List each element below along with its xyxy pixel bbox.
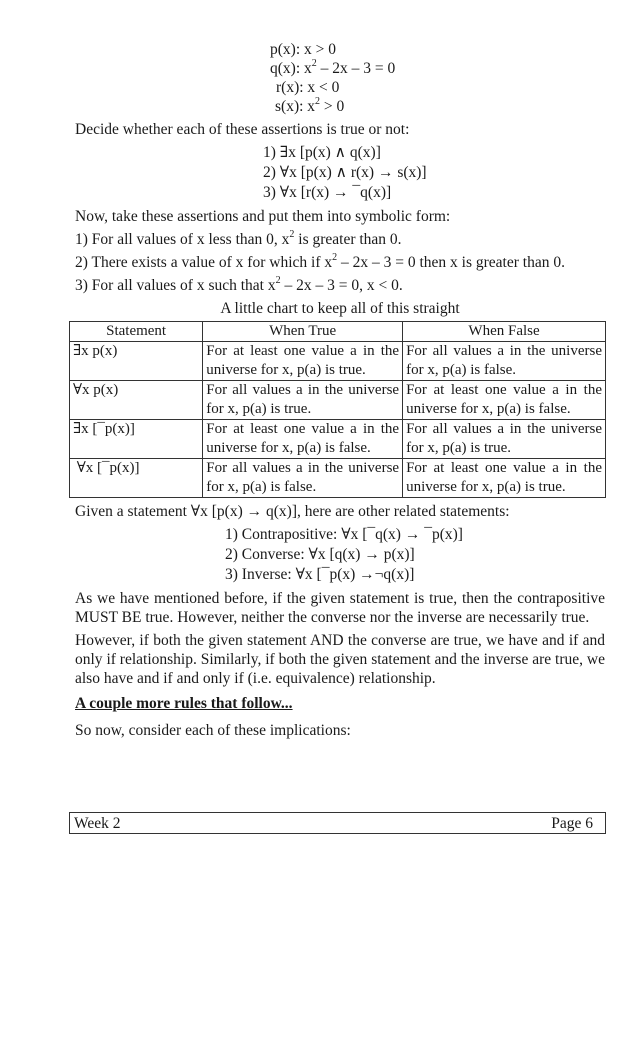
statement-cell: ∀x p(x)	[70, 381, 203, 420]
statement-cell: ∃x p(x)	[70, 342, 203, 381]
related-statements-list	[225, 525, 605, 585]
quantifier-table	[69, 321, 606, 498]
page-footer	[69, 812, 606, 834]
document-page	[75, 40, 605, 740]
symbolic-item	[75, 253, 605, 272]
contrapositive-paragraph: As we have mentioned before, if the given statement is true, then the contrapositive MUST BE true. However, neither the converse nor the inverse are necessarily true.	[75, 590, 605, 626]
table-row	[70, 342, 606, 381]
item-text: 3) For all values of x such that x	[75, 277, 276, 294]
when-false-cell: For all values a in the universe for x, p(a) is false.	[403, 342, 606, 381]
exponent: 2	[332, 251, 338, 263]
given-statement: Given a statement ∀x [p(x) → q(x)], here are other related statements:	[75, 503, 510, 520]
when-true-cell: For at least one value a in the universe for x, p(a) is false.	[203, 420, 403, 459]
footer-week: Week 2	[74, 814, 121, 832]
column-header: When True	[203, 322, 403, 342]
assertion-item: 2) ∀x [p(x) ∧ r(x) → s(x)]	[263, 164, 427, 181]
column-header: When False	[403, 322, 606, 342]
related-statement: 2) Converse: ∀x [q(x) → p(x)]	[225, 546, 415, 563]
related-statement: 1) Contrapositive: ∀x [¯q(x) → ¯p(x)]	[225, 526, 463, 543]
symbolic-item	[75, 276, 605, 295]
when-false-cell: For all values a in the universe for x, p(a) is true.	[403, 420, 606, 459]
definition-s	[270, 97, 605, 116]
when-false-cell: For at least one value a in the universe for x, p(a) is true.	[403, 459, 606, 498]
footer-page-number: Page 6	[551, 814, 593, 832]
definition-text: – 2x – 3 = 0	[316, 60, 396, 77]
when-true-cell: For all values a in the universe for x, p(a) is false.	[203, 459, 403, 498]
exponent: 2	[275, 274, 281, 286]
definition-text: > 0	[320, 98, 345, 115]
statement-cell: ∀x [¯p(x)]	[70, 459, 203, 498]
statement-cell: ∃x [¯p(x)]	[70, 420, 203, 459]
table-header-row	[70, 322, 606, 342]
definition-text: r(x): x < 0	[276, 79, 340, 96]
table-row	[70, 420, 606, 459]
item-text: – 2x – 3 = 0 then x is greater than 0.	[337, 254, 565, 271]
assertion-item: 3) ∀x [r(x) → ¯q(x)]	[263, 184, 392, 201]
symbolic-intro: Now, take these assertions and put them into symbolic form:	[75, 208, 451, 225]
exponent: 2	[311, 57, 317, 69]
column-header: Statement	[70, 322, 203, 342]
item-text: – 2x – 3 = 0, x < 0.	[280, 277, 403, 294]
assertion-item: 1) ∃x [p(x) ∧ q(x)]	[263, 144, 381, 161]
chart-title: A little chart to keep all of this straight	[220, 300, 460, 317]
when-false-cell: For at least one value a in the universe for x, p(a) is false.	[403, 381, 606, 420]
rules-heading: A couple more rules that follow...	[75, 695, 293, 712]
definition-text: s(x): x	[275, 98, 316, 115]
symbolic-item	[75, 230, 605, 249]
definition-text: q(x): x	[270, 60, 312, 77]
predicate-definitions	[270, 40, 605, 116]
definition-r	[270, 78, 605, 97]
related-statement: 3) Inverse: ∀x [¯p(x) →¬q(x)]	[225, 566, 415, 583]
decide-instruction: Decide whether each of these assertions is true or not:	[75, 121, 410, 138]
table-row	[70, 381, 606, 420]
consider-instruction: So now, consider each of these implications:	[75, 722, 351, 739]
assertion-list	[263, 143, 605, 203]
exponent: 2	[289, 228, 295, 240]
definition-text: p(x): x > 0	[270, 41, 336, 58]
exponent: 2	[315, 95, 321, 107]
item-text: 2) There exists a value of x for which if x	[75, 254, 333, 271]
when-true-cell: For all values a in the universe for x, p(a) is true.	[203, 381, 403, 420]
definition-q	[270, 59, 605, 78]
definition-p	[270, 40, 605, 59]
item-text: 1) For all values of x less than 0, x	[75, 231, 290, 248]
equivalence-paragraph: However, if both the given statement AND the converse are true, we have and if and only if relationship. Similarly, if both the given statement and the inverse are true, we also have and if and only if (i.e. equivalence) relationship.	[75, 632, 605, 687]
when-true-cell: For at least one value a in the universe for x, p(a) is true.	[203, 342, 403, 381]
table-row	[70, 459, 606, 498]
item-text: is greater than 0.	[294, 231, 402, 248]
